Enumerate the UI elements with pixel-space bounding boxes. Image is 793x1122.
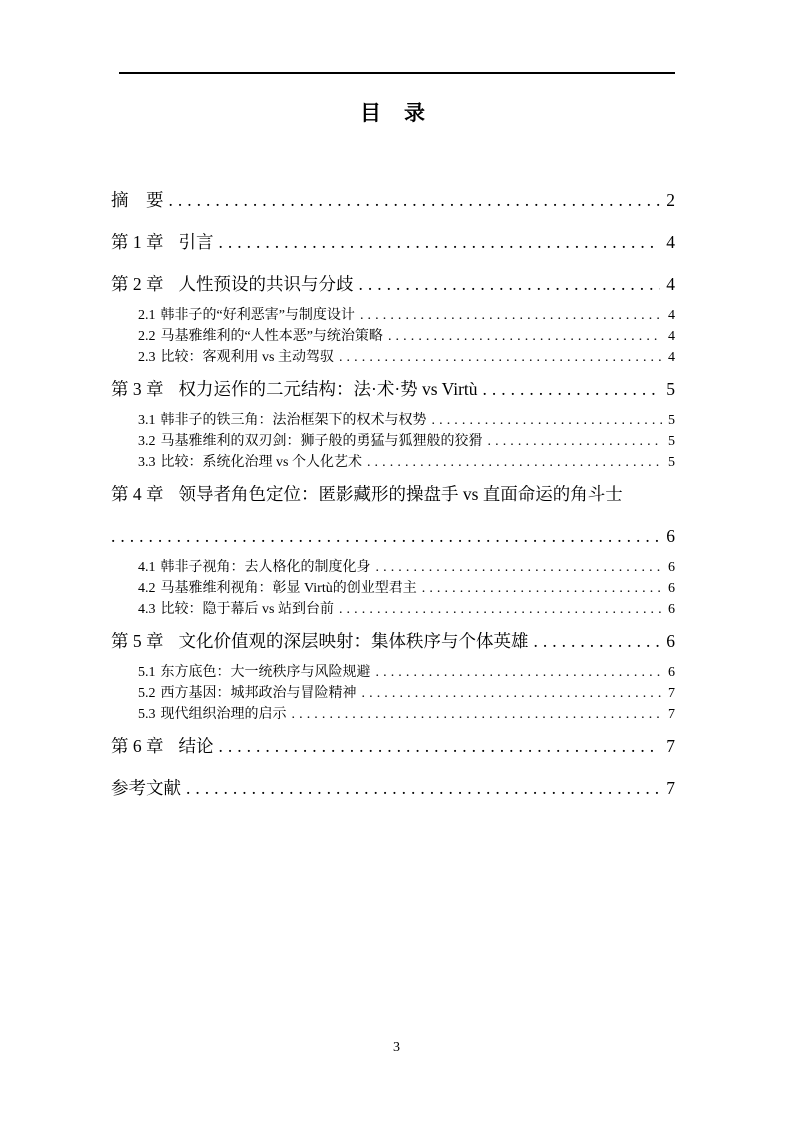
dot-leader: [488, 431, 663, 452]
toc-page-number: 5: [668, 434, 675, 449]
toc-entry-label: 第 3 章: [111, 379, 164, 399]
toc-entry-title: 权力运作的二元结构：法·术·势 vs Virtù: [178, 379, 478, 399]
toc-entry-title: 摘 要: [111, 190, 164, 210]
toc-entry-label: 4.2: [138, 581, 156, 596]
toc-entry: [111, 767, 675, 809]
toc-page-number: 6: [668, 581, 675, 596]
toc-entry: [111, 179, 675, 221]
toc-page-number: 7: [668, 686, 675, 701]
toc-entry-label: 第 1 章: [111, 232, 164, 252]
toc-entry: [111, 368, 675, 410]
toc-page-number: 4: [666, 274, 675, 294]
dot-leader: [219, 725, 661, 767]
toc-entry-title: 比较：系统化治理 vs 个人化艺术: [160, 455, 362, 470]
toc-entry: [111, 473, 675, 515]
toc-page-number: 7: [666, 736, 675, 756]
toc-entry-label: 4.1: [138, 560, 156, 575]
toc-page-number: 6: [668, 602, 675, 617]
toc-entry-label: 第 2 章: [111, 274, 164, 294]
dot-leader: [339, 599, 662, 620]
toc-entry-label: 2.1: [138, 308, 156, 323]
toc-entry-label: 5.2: [138, 686, 156, 701]
toc-entry-label: 第 5 章: [111, 631, 164, 651]
toc-entry-label: 4.3: [138, 602, 156, 617]
dot-leader: [422, 578, 662, 599]
toc-page-number: 5: [668, 455, 675, 470]
toc-entry: [111, 725, 675, 767]
toc-entry: [111, 326, 675, 347]
toc-entry-title: 人性预设的共识与分歧: [178, 274, 354, 294]
toc-entry: [111, 557, 675, 578]
toc-entry: [111, 263, 675, 305]
toc-entry-title: 马基雅维利的“人性本恶”与统治策略: [160, 329, 383, 344]
toc-entry-label: 第 4 章: [111, 484, 164, 504]
toc-entry-title: 西方基因：城邦政治与冒险精神: [160, 686, 357, 701]
toc-entry-label: 2.2: [138, 329, 156, 344]
toc-entry-title: 马基雅维利的双刃剑：狮子般的勇猛与狐狸般的狡猾: [160, 434, 483, 449]
toc-page-number: 7: [666, 778, 675, 798]
toc-page-number: 7: [668, 707, 675, 722]
toc-page-number: 6: [666, 631, 675, 651]
toc-entry: [111, 599, 675, 620]
toc-entry: [111, 452, 675, 473]
toc-entry-title: 引言: [178, 232, 214, 252]
toc-entry-title: 马基雅维利视角：彰显 Virtù的创业型君主: [160, 581, 417, 596]
dot-leader: [219, 221, 661, 263]
toc-entry-label: 3.3: [138, 455, 156, 470]
toc-page-number: 6: [668, 665, 675, 680]
dot-leader: [360, 305, 662, 326]
toc-entry-title: 东方底色：大一统秩序与风险规避: [160, 665, 371, 680]
dot-leader: [483, 368, 661, 410]
toc-page-number: 4: [668, 308, 675, 323]
dot-leader: [186, 767, 660, 809]
dot-leader: [169, 179, 661, 221]
toc-entry-title: 结论: [178, 736, 214, 756]
toc-entry-title: 韩非子的“好利恶害”与制度设计: [160, 308, 355, 323]
toc-page-number: 6: [666, 526, 675, 546]
page-title: 目 录: [360, 102, 426, 125]
toc-entry-label: 5.1: [138, 665, 156, 680]
toc-entry: [111, 704, 675, 725]
toc-entry: [111, 347, 675, 368]
toc-page-number: 2: [666, 190, 675, 210]
toc-entry: [111, 305, 675, 326]
dot-leader: [432, 410, 663, 431]
toc-entry: [111, 662, 675, 683]
header-rule: [119, 72, 675, 74]
page-footer-number: 3: [393, 1040, 400, 1055]
dot-leader: [376, 662, 663, 683]
toc-entry: [111, 620, 675, 662]
dot-leader: [362, 683, 663, 704]
dot-leader: [376, 557, 663, 578]
toc-entry-title: 现代组织治理的启示: [160, 707, 287, 722]
toc-entry-label: 2.3: [138, 350, 156, 365]
toc-entry-label: 3.2: [138, 434, 156, 449]
dot-leader: [534, 620, 661, 662]
toc-entry-title: 韩非子的铁三角：法治框架下的权术与权势: [160, 413, 427, 428]
toc-page-number: 4: [666, 232, 675, 252]
toc-page-number: 4: [668, 329, 675, 344]
table-of-contents: [111, 179, 675, 809]
toc-entry-title: 领导者角色定位：匿影藏形的操盘手 vs 直面命运的角斗士: [178, 484, 623, 504]
toc-page-number: 4: [668, 350, 675, 365]
dot-leader: [359, 263, 661, 305]
toc-entry: [111, 431, 675, 452]
toc-entry: [111, 410, 675, 431]
toc-page-number: 5: [668, 413, 675, 428]
toc-entry-title: 文化价值观的深层映射：集体秩序与个体英雄: [178, 631, 529, 651]
dot-leader: [339, 347, 662, 368]
toc-entry-label: 5.3: [138, 707, 156, 722]
dot-leader: [111, 515, 660, 557]
dot-leader: [388, 326, 662, 347]
toc-entry: [111, 683, 675, 704]
dot-leader: [292, 704, 663, 725]
toc-entry: [111, 221, 675, 263]
toc-page-number: 5: [666, 379, 675, 399]
toc-entry-title: 韩非子视角：去人格化的制度化身: [160, 560, 371, 575]
toc-entry-title: 比较：隐于幕后 vs 站到台前: [160, 602, 334, 617]
toc-entry-continuation: [111, 515, 675, 557]
toc-entry: [111, 578, 675, 599]
toc-entry-title: 参考文献: [111, 778, 181, 798]
toc-page-number: 6: [668, 560, 675, 575]
dot-leader: [367, 452, 662, 473]
toc-entry-label: 第 6 章: [111, 736, 164, 756]
toc-entry-label: 3.1: [138, 413, 156, 428]
toc-entry-title: 比较：客观利用 vs 主动驾驭: [160, 350, 334, 365]
